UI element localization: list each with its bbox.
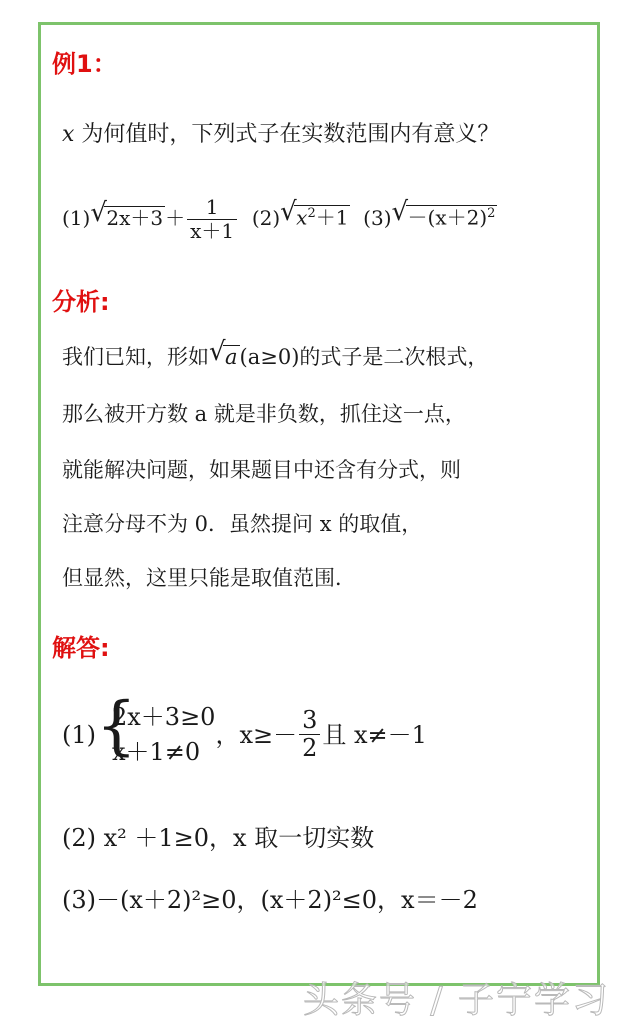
question-variable: x <box>62 122 75 147</box>
item2-radicand-exponent: 2 <box>307 206 316 222</box>
answer-1-fraction-numerator: 3 <box>299 707 320 736</box>
answer-1-middle: ，x≥－ <box>215 720 298 749</box>
analysis-line-2: 那么被开方数 a 就是非负数，抓住这一点， <box>62 402 466 426</box>
item1-fraction-denominator: x＋1 <box>190 219 235 243</box>
radical-sign-icon: √ <box>90 198 107 228</box>
analysis-sqrt-radicand: a <box>225 345 238 369</box>
analysis-line-1-start: 我们已知，形如 <box>62 345 209 369</box>
analysis-sqrt <box>209 337 240 369</box>
item3-radicand-body: －(x＋2) <box>407 206 488 230</box>
expressions-line <box>62 196 497 243</box>
item1-radicand: 2x＋3 <box>106 206 164 230</box>
item2-label: (2) <box>251 206 281 230</box>
analysis-heading: 分析: <box>52 288 110 316</box>
example-heading: 例1： <box>52 50 117 78</box>
item1-fraction-numerator: 1 <box>187 196 237 220</box>
answer-3: (3)－(x＋2)²≥0，(x＋2)²≤0，x＝－2 <box>62 886 478 914</box>
item2-radicand-rest: ＋1 <box>315 206 349 230</box>
answer-heading: 解答: <box>52 634 110 662</box>
question-line <box>62 124 499 146</box>
answer-2: (2) x² ＋1≥0，x 取一切实数 <box>62 824 375 852</box>
item1-sqrt <box>90 198 165 230</box>
radical-sign-icon: √ <box>209 337 226 367</box>
radical-sign-icon: √ <box>391 197 409 228</box>
answer-1-system <box>96 689 216 770</box>
answer-1-row-2: x＋1≠0 <box>112 737 201 766</box>
item2-radicand-base: x <box>296 206 308 230</box>
item1-fraction <box>187 196 237 243</box>
analysis-line-1 <box>62 337 489 369</box>
item3-radicand-exponent: 2 <box>487 206 496 222</box>
analysis-line-4: 注意分母不为 0．虽然提问 x 的取值， <box>62 512 423 536</box>
item3-radicand <box>406 205 498 228</box>
item2-sqrt <box>280 197 350 230</box>
watermark: 头条号 / 子宁学习 <box>302 980 610 1021</box>
answer-1-row-1: 2x＋3≥0 <box>112 703 216 731</box>
item3-sqrt <box>391 197 498 230</box>
item1-label: (1) <box>62 206 91 230</box>
left-brace-icon: { <box>96 689 137 763</box>
item3-label: (3) <box>363 206 392 230</box>
answer-1-end: 且 x≠－1 <box>322 720 427 749</box>
analysis-line-3: 就能解决问题，如果题目中还含有分式，则 <box>62 458 461 482</box>
analysis-line-5: 但显然，这里只能是取值范围． <box>62 566 356 590</box>
answer-1 <box>62 689 427 770</box>
item1-plus: ＋ <box>165 206 186 230</box>
answer-1-label: (1) <box>62 720 96 749</box>
answer-1-fraction-denominator: 2 <box>302 734 318 763</box>
item2-radicand <box>294 205 350 228</box>
question-text: 为何值时，下列式子在实数范围内有意义？ <box>81 122 500 147</box>
answer-1-fraction <box>299 707 320 763</box>
radical-sign-icon: √ <box>280 197 297 228</box>
analysis-line-1-end: (a≥0)的式子是二次根式， <box>239 345 489 369</box>
